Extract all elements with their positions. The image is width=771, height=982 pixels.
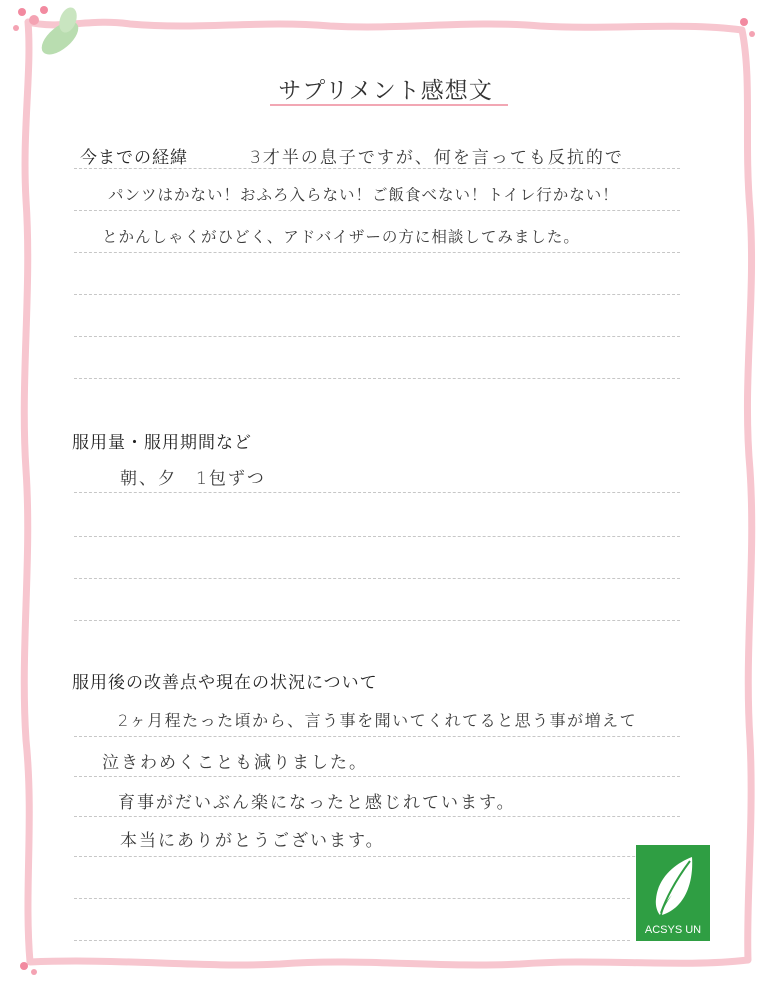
ruled-line [74,336,680,337]
ruled-line [74,620,680,621]
page-title: サプリメント感想文 [278,78,493,104]
handwritten-line: 育事がだいぶん楽になったと感じれています。 [118,793,516,813]
leaf-icon [648,855,698,917]
ruled-line [74,492,680,493]
ruled-line [74,816,680,817]
handwritten-line: パンツはかない！おふろ入らない！ご飯食べない！トイレ行かない！ [108,186,619,204]
flower-icon [20,962,28,970]
ruled-line [74,940,630,941]
flower-icon [18,8,26,16]
ruled-line [74,294,680,295]
handwritten-line: 3才半の息子ですが、何を言っても反抗的で [250,148,624,168]
section-heading-history: 今までの経緯 [80,148,188,168]
ruled-line [74,168,680,169]
ruled-line [74,776,680,777]
flower-icon [749,31,755,37]
handwritten-line: 2ヶ月程たった頃から、言う事を聞いてくれてると思う事が増えて [118,711,638,730]
flower-icon [740,18,748,26]
flower-icon [29,15,39,25]
section-heading-dosage: 服用量・服用期間など [72,433,252,453]
acsys-logo [636,845,710,941]
ruled-line [74,252,680,253]
flower-icon [31,969,37,975]
flower-icon [13,25,19,31]
ruled-line [74,210,680,211]
title-underline [270,104,508,106]
handwritten-line: とかんしゃくがひどく、アドバイザーの方に相談してみました。 [102,228,580,246]
logo-text: ACSYS UN [644,924,702,936]
ruled-line [74,898,630,899]
flower-decoration-top-left [13,5,84,61]
ruled-line [74,378,680,379]
handwritten-line: 泣きわめくことも減りました。 [102,753,368,773]
ruled-line [74,536,680,537]
handwritten-line: 朝、夕 1包ずつ [120,469,266,489]
ruled-line [74,856,680,857]
ruled-line [74,578,680,579]
section-heading-improvement: 服用後の改善点や現在の状況について [72,673,378,693]
handwritten-line: 本当にありがとうございます。 [120,831,385,851]
ruled-line [74,736,680,737]
flower-icon [40,6,48,14]
